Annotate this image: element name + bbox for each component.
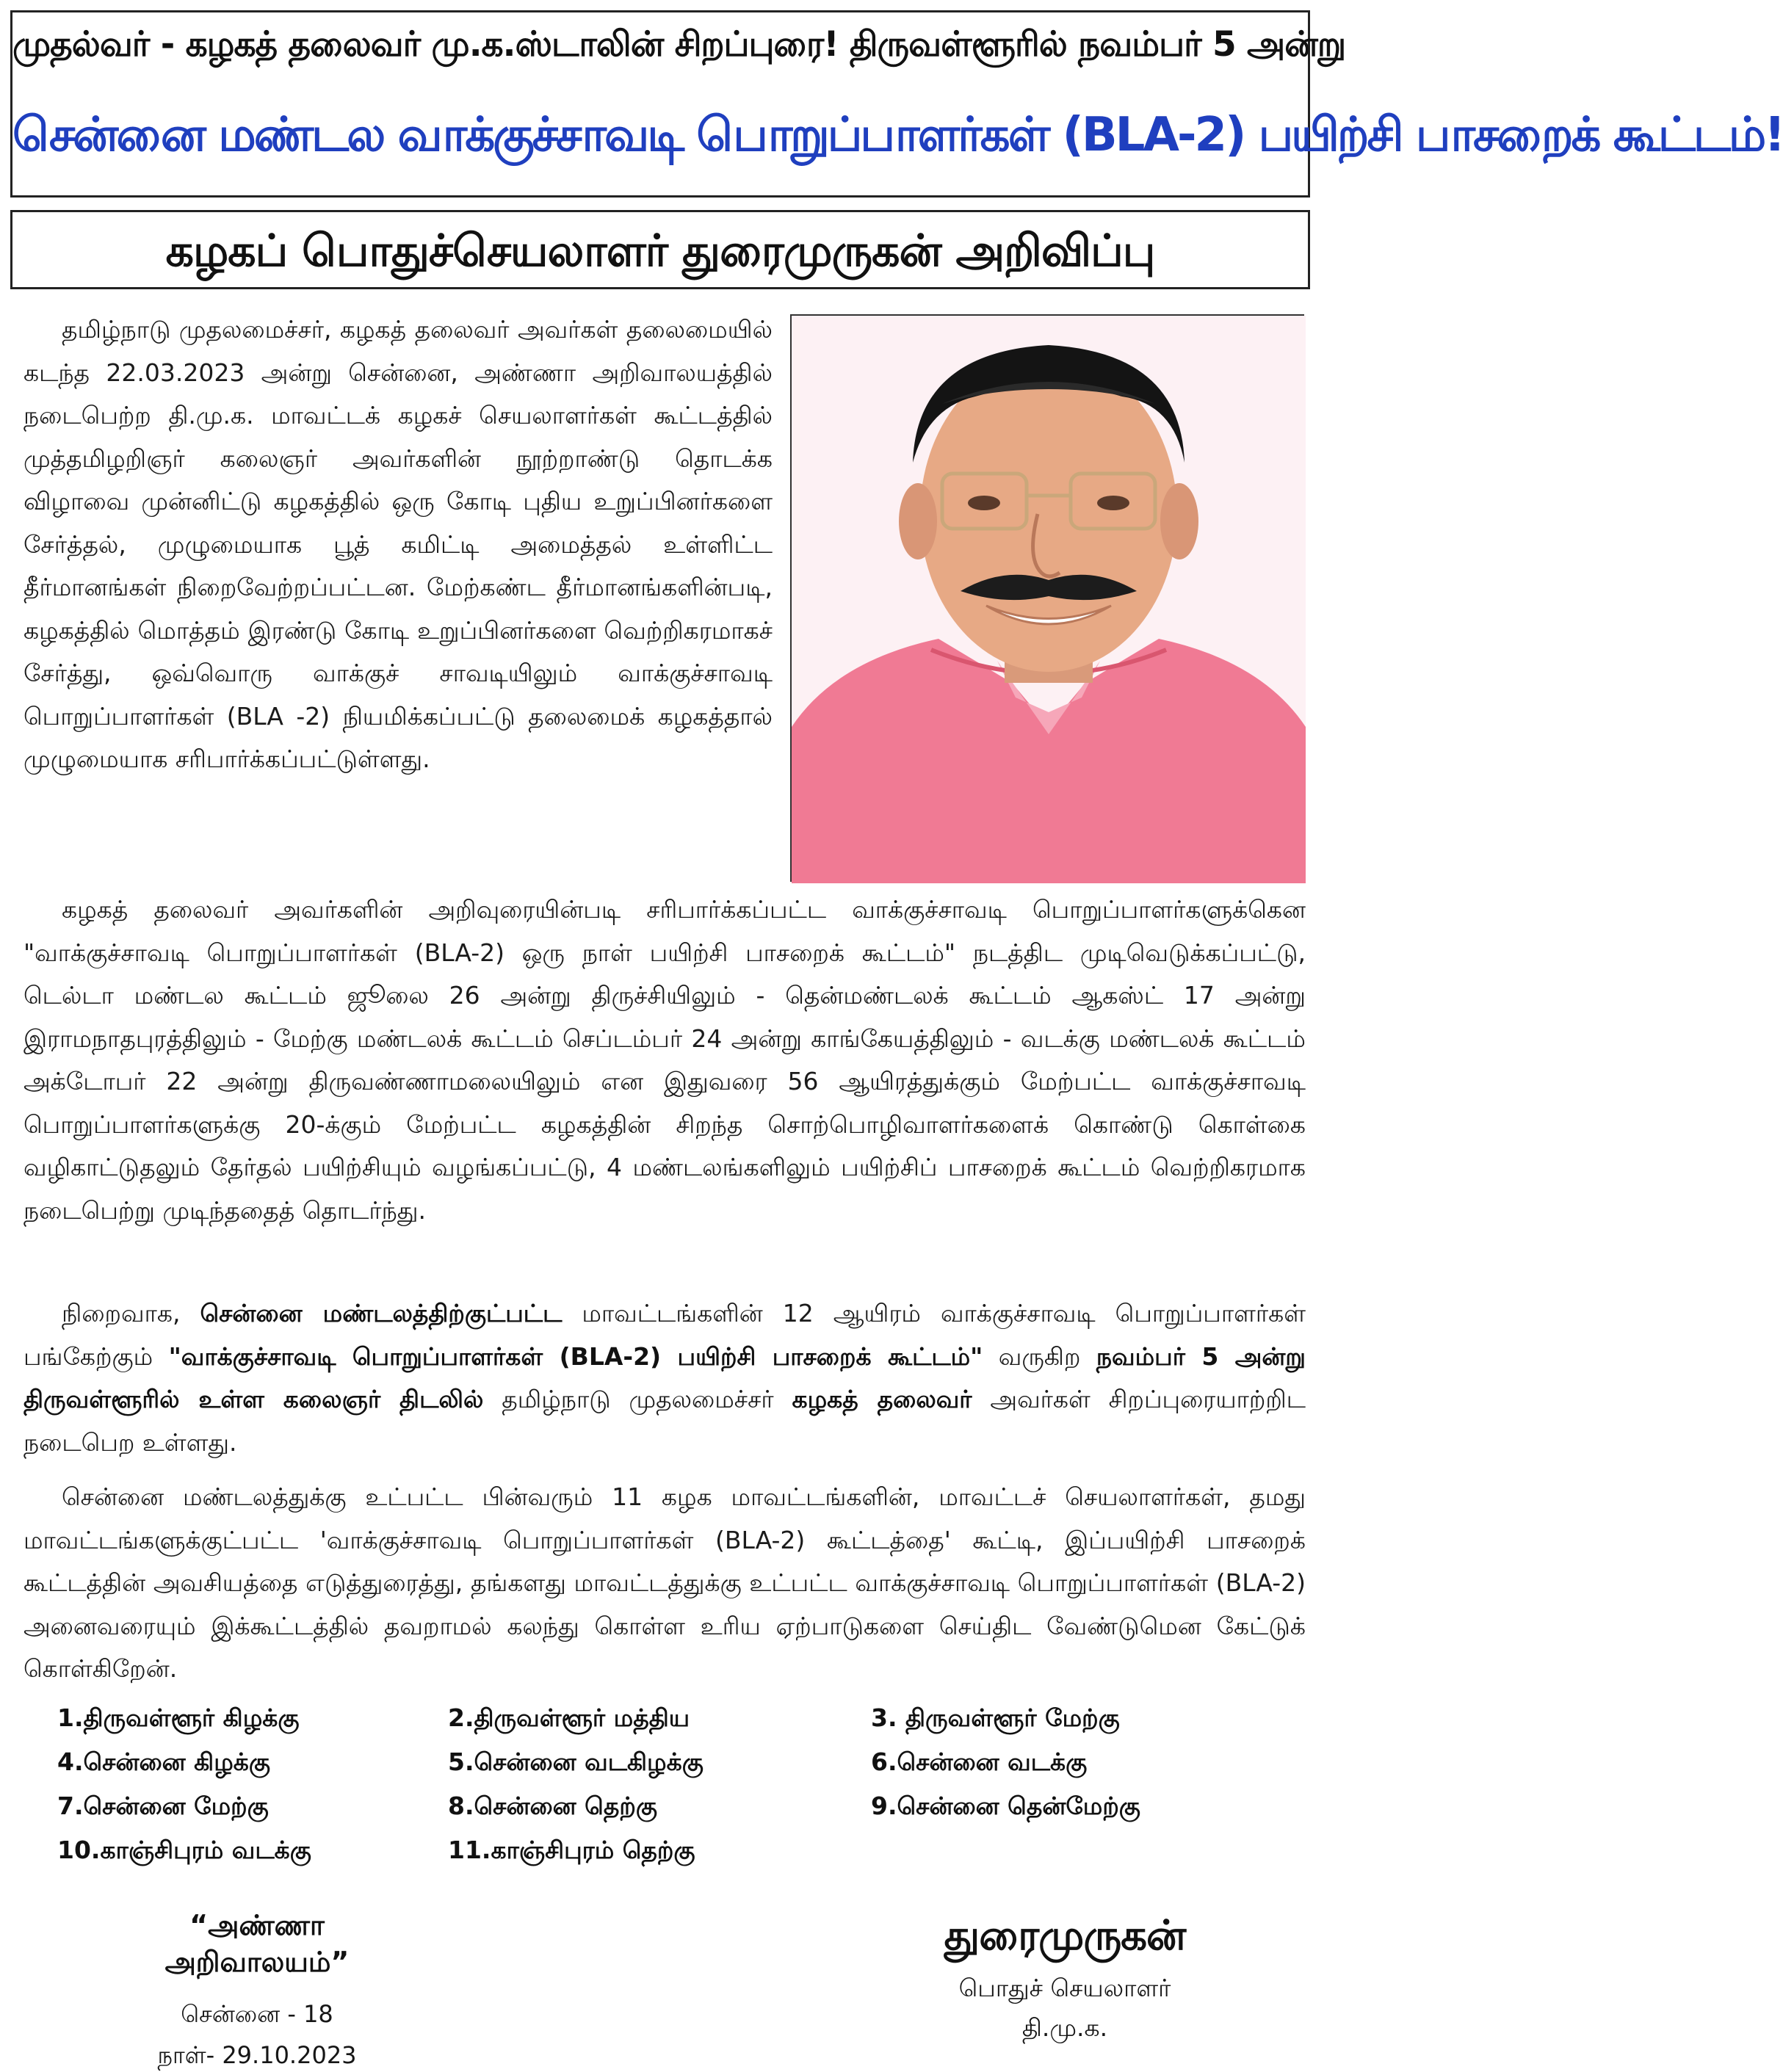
signatory-name: துரைமுருகன் (944, 1912, 1186, 1960)
district-item: 1.திருவள்ளூர் கிழக்கு (57, 1703, 300, 1732)
p3-bold-meeting-name: "வாக்குச்சாவடி பொறுப்பாளர்கள் (BLA-2) பயிற்சி பாசறைக் கூட்டம்" (168, 1341, 983, 1371)
p3-bold-chennai-zone: சென்னை மண்டலத்திற்குட்பட்ட (200, 1299, 563, 1327)
headline-banner (10, 10, 1783, 198)
p3-bold-venue: நவம்பர் 5 அன்று திருவள்ளூரில் உள்ள கலைஞர் திடலில் (23, 1341, 1306, 1413)
p3-text-4: தமிழ்நாடு முதலமைச்சர் (483, 1385, 792, 1413)
office-name: “அண்ணா அறிவாலயம்” (164, 1909, 350, 1978)
announcement-subtitle: கழகப் பொதுச்செயலாளர் துரைமுருகன் அறிவிப்பு (165, 225, 1155, 277)
district-item: 4.சென்னை கிழக்கு (57, 1747, 271, 1776)
portrait-illustration (792, 316, 1306, 883)
signatory-role: பொதுச் செயலாளர் (958, 1974, 1171, 2002)
district-item: 5.சென்னை வடகிழக்கு (448, 1747, 704, 1776)
paragraph-request: சென்னை மண்டலத்துக்கு உட்பட்ட பின்வரும் 11 கழக மாவட்டங்களின், மாவட்டச் செயலாளர்கள், தமது மாவட்டங்களுக்குட்பட்ட 'வாக்குச்சாவடி பொறுப்பாளர்கள் (BLA-2) கூட்டத்தை' கூட்டி, இப்பயிற்சி பாசறைக் கூட்டத்தின் அவசியத்தை எடுத்துரைத்து, தங்களது மாவட்டத்துக்கு உட்பட்ட வாக்குச்சாவடி பொறுப்பாளர்கள் (BLA-2) அனைவரையும் இக்கூட்டத்தில் தவறாமல் கலந்து கொள்ள உரிய ஏற்பாடுகளை செய்திட வேண்டுமென கேட்டுக் கொள்கிறேன். (23, 1482, 1306, 1683)
district-item: 6.சென்னை வடக்கு (871, 1747, 1088, 1776)
footer-signature-block (881, 1912, 1248, 2046)
office-city: சென்னை - 18 (181, 2000, 333, 2028)
p3-text-5: அவர்கள் சிறப்புரையாற்றிட நடைபெற உள்ளது. (23, 1385, 1306, 1457)
district-item: 3. திருவள்ளூர் மேற்கு (871, 1703, 1120, 1732)
paragraph-intro: தமிழ்நாடு முதலமைச்சர், கழகத் தலைவர் அவர்கள் தலைமையில் கடந்த 22.03.2023 அன்று சென்னை, அண்ணா அறிவாலயத்தில் நடைபெற்ற தி.மு.க. மாவட்டக் கழகச் செயலாளர்கள் கூட்டத்தில் முத்தமிழறிஞர் கலைஞர் அவர்களின் நூற்றாண்டு தொடக்க விழாவை முன்னிட்டு கழகத்தில் ஒரு கோடி புதிய உறுப்பினர்களை சேர்த்தல், முழுமையாக பூத் கமிட்டி அமைத்தல் உள்ளிட்ட தீர்மானங்கள் நிறைவேற்றப்பட்டன. மேற்கண்ட தீர்மானங்களின்படி, கழகத்தில் மொத்தம் இரண்டு கோடி உறுப்பினர்களை வெற்றிகரமாகச் சேர்த்து, ஒவ்வொரு வாக்குச் சாவடியிலும் வாக்குச்சாவடி பொறுப்பாளர்கள் (BLA -2) நியமிக்கப்பட்டு தலைமைக் கழகத்தால் முழுமையாக சரிபார்க்கப்பட்டுள்ளது. (23, 315, 773, 773)
district-item: 7.சென்னை மேற்கு (57, 1792, 269, 1820)
portrait-photo (790, 314, 1304, 882)
subtitle-box (10, 210, 1310, 289)
p3-text-2: மாவட்டங்களின் 12 ஆயிரம் வாக்குச்சாவடி பொறுப்பாளர்கள் பங்கேற்கும் (23, 1299, 1306, 1371)
announcement-date: நாள்- 29.10.2023 (157, 2041, 357, 2069)
p3-bold-leader: கழகத் தலைவர் (792, 1385, 972, 1413)
p3-text-3: வருகிற (983, 1341, 1096, 1371)
district-item: 11.காஞ்சிபுரம் தெற்கு (448, 1836, 695, 1864)
district-item: 8.சென்னை தெற்கு (448, 1792, 657, 1820)
party-name: தி.மு.க. (1021, 2013, 1108, 2042)
paragraph-training-history: கழகத் தலைவர் அவர்களின் அறிவுரையின்படி சரிபார்க்கப்பட்ட வாக்குச்சாவடி பொறுப்பாளர்களுக்கென "வாக்குச்சாவடி பொறுப்பாளர்கள் (BLA-2) ஒரு நாள் பயிற்சி பாசறைக் கூட்டம்" நடத்திட முடிவெடுக்கப்பட்டு, டெல்டா மண்டல கூட்டம் ஜூலை 26 அன்று திருச்சியிலும் - தென்மண்டலக் கூட்டம் ஆகஸ்ட் 17 அன்று இராமநாதபுரத்திலும் - மேற்கு மண்டலக் கூட்டம் செப்டம்பர் 24 அன்று காங்கேயத்திலும் - வடக்கு மண்டலக் கூட்டம் அக்டோபர் 22 அன்று திருவண்ணாமலையிலும் என இதுவரை 56 ஆயிரத்துக்கும் மேற்பட்ட வாக்குச்சாவடி பொறுப்பாளர்களுக்கு 20-க்கும் மேற்பட்ட கழகத்தின் சிறந்த சொற்பொழிவாளர்களைக் கொண்டு கொள்கை வழிகாட்டுதலும் தேர்தல் பயிற்சியும் வழங்கப்பட்டு, 4 மண்டலங்களிலும் பயிற்சிப் பாசறைக் கூட்டம் வெற்றிகரமாக நடைபெற்று முடிந்ததைத் தொடர்ந்து. (23, 895, 1306, 1225)
footer-office-block (95, 1909, 419, 2072)
paragraph-chennai-meeting (23, 1292, 1306, 1464)
district-item: 2.திருவள்ளூர் மத்திய (448, 1703, 690, 1732)
district-item: 9.சென்னை தென்மேற்கு (871, 1792, 1140, 1820)
headline-line-2: சென்னை மண்டல வாக்குச்சாவடி பொறுப்பாளர்கள் (BLA-2) பயிற்சி பாசறைக் கூட்டம்! (12, 108, 1783, 162)
headline-line-1: முதல்வர் - கழகத் தலைவர் மு.க.ஸ்டாலின் சிறப்புரை! திருவள்ளூரில் நவம்பர் 5 அன்று (12, 24, 1346, 65)
p3-text-1: நிறைவாக, (62, 1299, 200, 1327)
district-item: 10.காஞ்சிபுரம் வடக்கு (57, 1836, 311, 1864)
